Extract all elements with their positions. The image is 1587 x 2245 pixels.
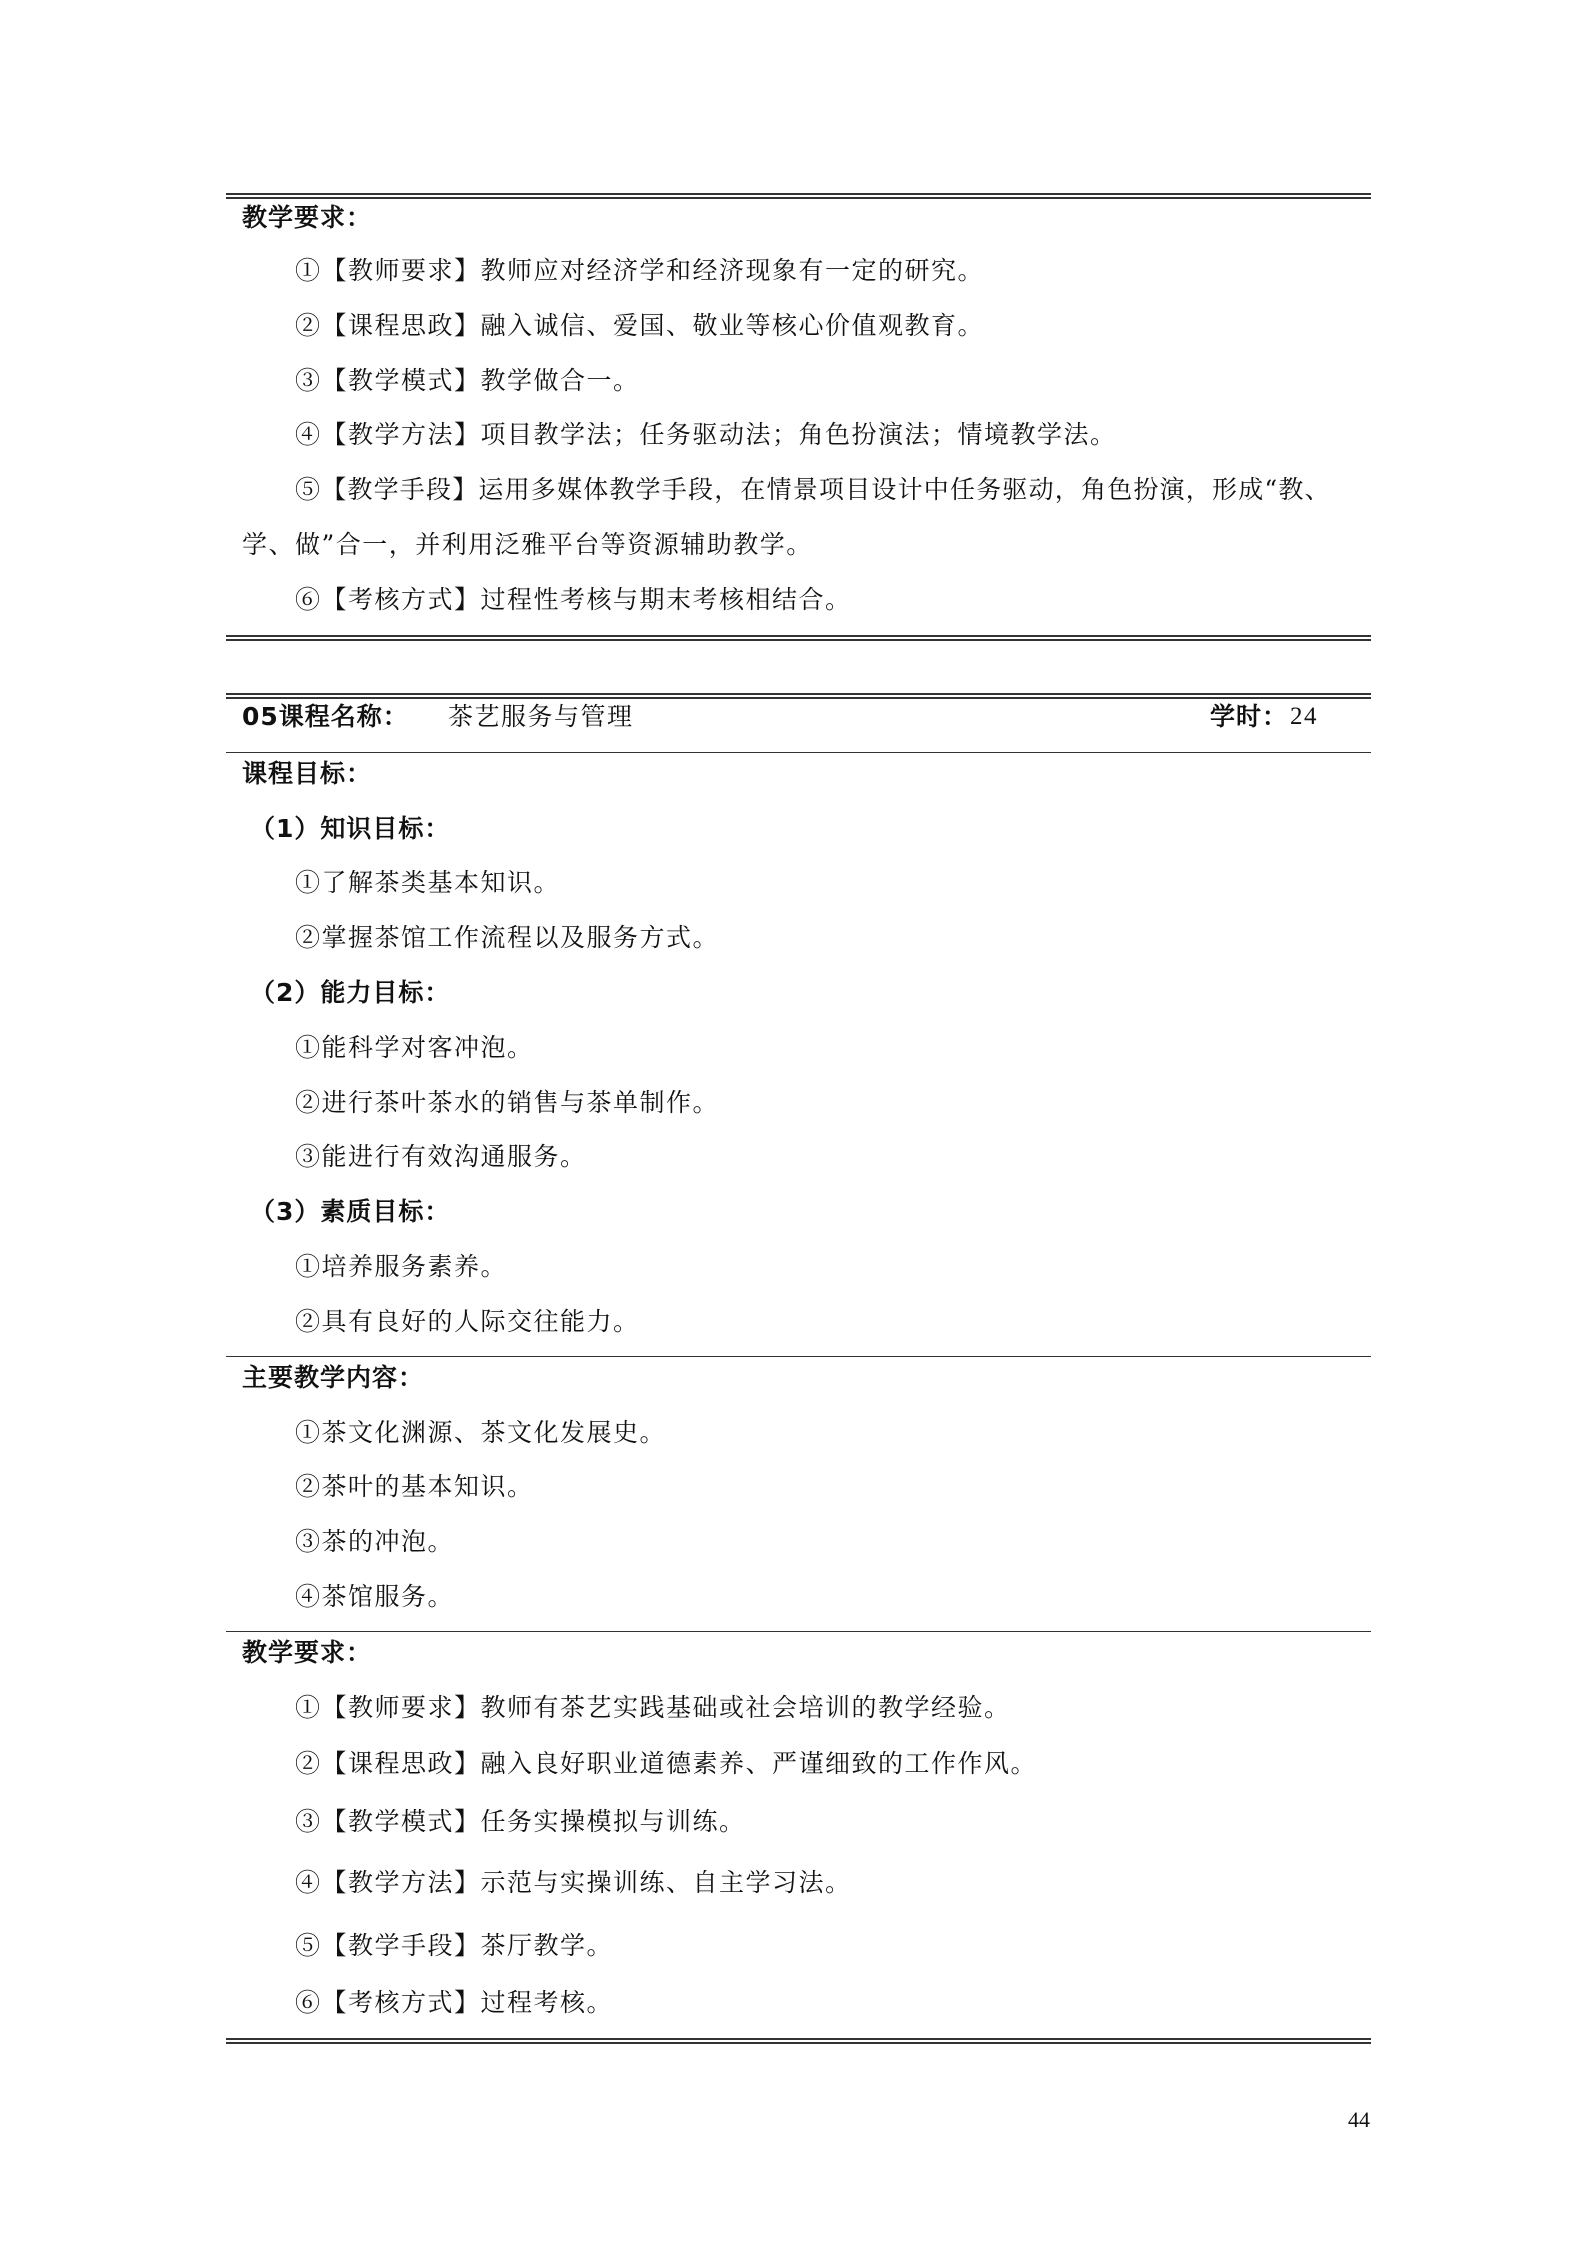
course-requirements-heading: 教学要求： (242, 1638, 373, 1667)
section-end-double-rule (226, 635, 1371, 641)
course-hours: 24 (1290, 703, 1318, 730)
course-header-bottom-rule (226, 752, 1371, 753)
course-header-top-rule (226, 693, 1371, 699)
requirements-heading: 教学要求： (242, 203, 373, 232)
quality-goals-heading: （3）素质目标： (250, 1197, 451, 1226)
knowledge-goals-heading: （1）知识目标： (250, 814, 451, 843)
content-heading: 主要教学内容： (242, 1363, 425, 1392)
list-item: ④【教学方法】项目教学法；任务驱动法；角色扮演法；情境教学法。 (295, 420, 1117, 449)
ability-goals-heading: （2）能力目标： (250, 978, 451, 1007)
requirements-section-rule (226, 1631, 1371, 1632)
list-item: ①茶文化渊源、茶文化发展史。 (295, 1418, 667, 1447)
content-section-rule (226, 1356, 1371, 1357)
page-number: 44 (1348, 2107, 1370, 2132)
list-item: ④【教学方法】示范与实操训练、自主学习法。 (295, 1868, 852, 1897)
course-hours-label: 学时： (1210, 702, 1289, 731)
list-item: ①能科学对客冲泡。 (295, 1033, 534, 1062)
list-item: ①了解茶类基本知识。 (295, 868, 561, 897)
list-item: ③【教学模式】任务实操模拟与训练。 (295, 1807, 746, 1836)
list-item: ②【课程思政】融入诚信、爱国、敬业等核心价值观教育。 (295, 311, 985, 340)
list-item: ③茶的冲泡。 (295, 1527, 455, 1556)
list-item: ①培养服务素养。 (295, 1252, 508, 1281)
course-name: 茶艺服务与管理 (448, 702, 634, 731)
list-item: ②具有良好的人际交往能力。 (295, 1307, 640, 1336)
goals-heading: 课程目标： (242, 759, 373, 788)
list-item: ⑥【考核方式】过程性考核与期末考核相结合。 (295, 585, 852, 614)
list-item-continuation: 学、做”合一，并利用泛雅平台等资源辅助教学。 (242, 530, 813, 559)
top-double-rule (226, 193, 1371, 199)
list-item: ③能进行有效沟通服务。 (295, 1142, 587, 1171)
course-name-label: 05课程名称： (242, 702, 409, 731)
bottom-double-rule (226, 2038, 1371, 2044)
list-item: ⑤【教学手段】茶厅教学。 (295, 1931, 614, 1960)
list-item: ①【教师要求】教师有茶艺实践基础或社会培训的教学经验。 (295, 1693, 1011, 1722)
list-item: ④茶馆服务。 (295, 1582, 455, 1611)
list-item: ⑥【考核方式】过程考核。 (295, 1988, 614, 2017)
list-item: ②茶叶的基本知识。 (295, 1472, 534, 1501)
list-item: ②进行茶叶茶水的销售与茶单制作。 (295, 1088, 720, 1117)
list-item: ③【教学模式】教学做合一。 (295, 366, 640, 395)
list-item: ①【教师要求】教师应对经济学和经济现象有一定的研究。 (295, 256, 985, 285)
list-item: ②【课程思政】融入良好职业道德素养、严谨细致的工作作风。 (295, 1749, 1038, 1778)
list-item: ⑤【教学手段】运用多媒体教学手段，在情景项目设计中任务驱动，角色扮演，形成“教、 (295, 475, 1331, 504)
list-item: ②掌握茶馆工作流程以及服务方式。 (295, 923, 720, 952)
